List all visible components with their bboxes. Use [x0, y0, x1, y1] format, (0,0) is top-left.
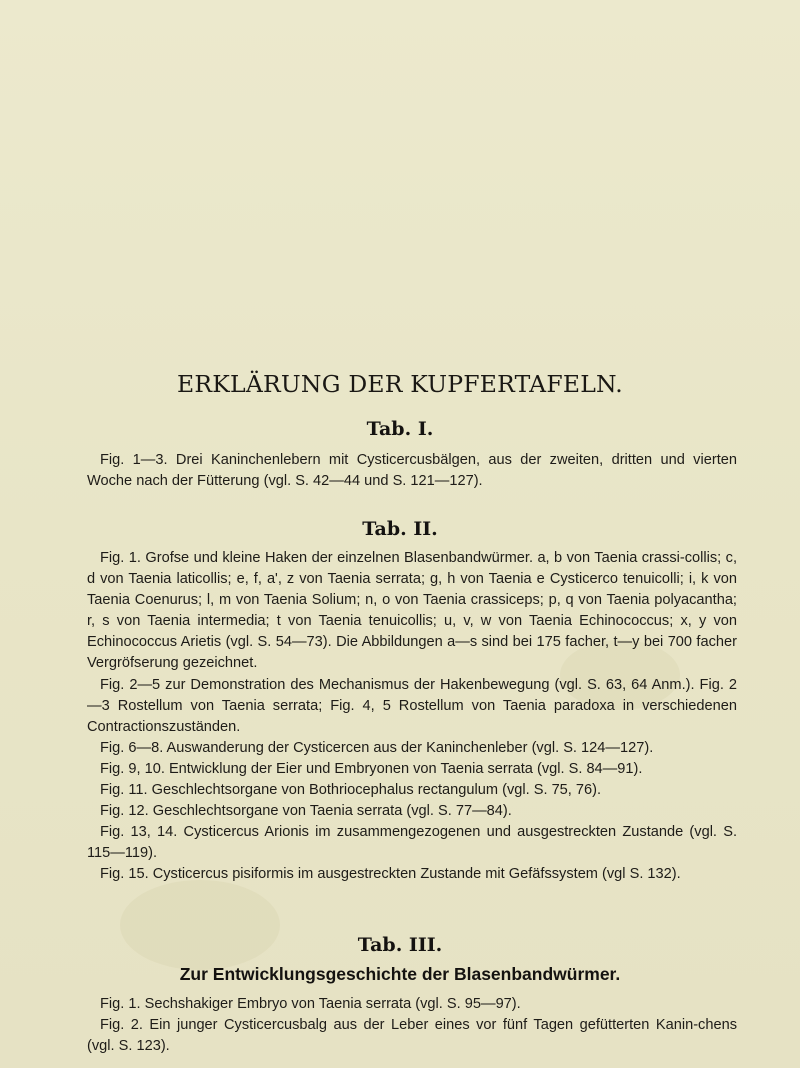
- paragraph: Fig. 11. Geschlechtsorgane von Bothriocephalus rectangulum (vgl. S. 75, 76).: [100, 782, 602, 799]
- tab-3-subheading: Zur Entwicklungsgeschichte der Blasenbandwürmer.: [179, 964, 621, 984]
- tab-2-text: [87, 548, 737, 886]
- tab-1-text: [87, 450, 737, 492]
- paragraph: Fig. 2. Ein junger Cysticercusbalg aus der Leber eines vor fünf Tagen gefütterten Kanin-chens (vgl. S. 123).: [87, 1017, 737, 1055]
- paragraph: Fig. 2—5 zur Demonstration des Mechanismus der Hakenbewegung (vgl. S. 63, 64 Anm.). Fig. 2—3 Rostellum von Taenia serrata; Fig. 4, 5 Rostellum von Taenia paradoxa in verschiedenen Contractionszuständen.: [87, 676, 737, 735]
- paragraph: Fig. 15. Cysticercus pisiformis im ausgestreckten Zustande mit Gefäfssystem (vgl S. 132).: [100, 866, 681, 883]
- tab-3-text: [87, 994, 737, 1057]
- paragraph: Fig. 13, 14. Cysticercus Arionis im zusammengezogenen und ausgestreckten Zustande (vgl. S. 115—119).: [87, 824, 737, 862]
- paragraph: Fig. 12. Geschlechtsorgane von Taenia serrata (vgl. S. 77—84).: [100, 803, 512, 820]
- page-title: ERKLÄRUNG DER KUPFERTAFELN.: [177, 370, 623, 398]
- paragraph: Fig. 6—8. Auswanderung der Cysticercen aus der Kaninchenleber (vgl. S. 124—127).: [100, 739, 654, 756]
- tab-3-heading: Tab. III.: [357, 934, 443, 956]
- paper-stain: [120, 880, 280, 970]
- tab-2-heading: Tab. II.: [362, 518, 438, 540]
- paragraph: Fig. 1. Sechshakiger Embryo von Taenia serrata (vgl. S. 95—97).: [100, 996, 521, 1012]
- paragraph: Fig. 1—3. Drei Kaninchenlebern mit Cysticercusbälgen, aus der zweiten, dritten und vierten Woche nach der Fütterung (vgl. S. 42—44 und S. 121—127).: [87, 452, 737, 490]
- paragraph: Fig. 1. Grofse und kleine Haken der einzelnen Blasenbandwürmer. a, b von Taenia crassi-collis; c, d von Taenia laticollis; e, f, a', z von Taenia serrata; g, h von Taenia e Cysticerco tenuicolli; i, k von Taenia Coenurus; l, m von Taenia Solium; n, o von Taenia crassiceps; p, q von Taenia polyacantha; r, s von Taenia intermedia; t von Taenia tenuicollis; u, v, w von Taenia Echinococcus; x, y von Echinococcus Arietis (vgl. S. 54—73). Die Abbildungen a—s sind bei 175 facher, t—y bei 700 facher Vergröfserung gezeichnet.: [87, 550, 737, 672]
- paragraph: Fig. 9, 10. Entwicklung der Eier und Embryonen von Taenia serrata (vgl. S. 84—91).: [100, 760, 643, 777]
- tab-1-heading: Tab. I.: [366, 418, 434, 440]
